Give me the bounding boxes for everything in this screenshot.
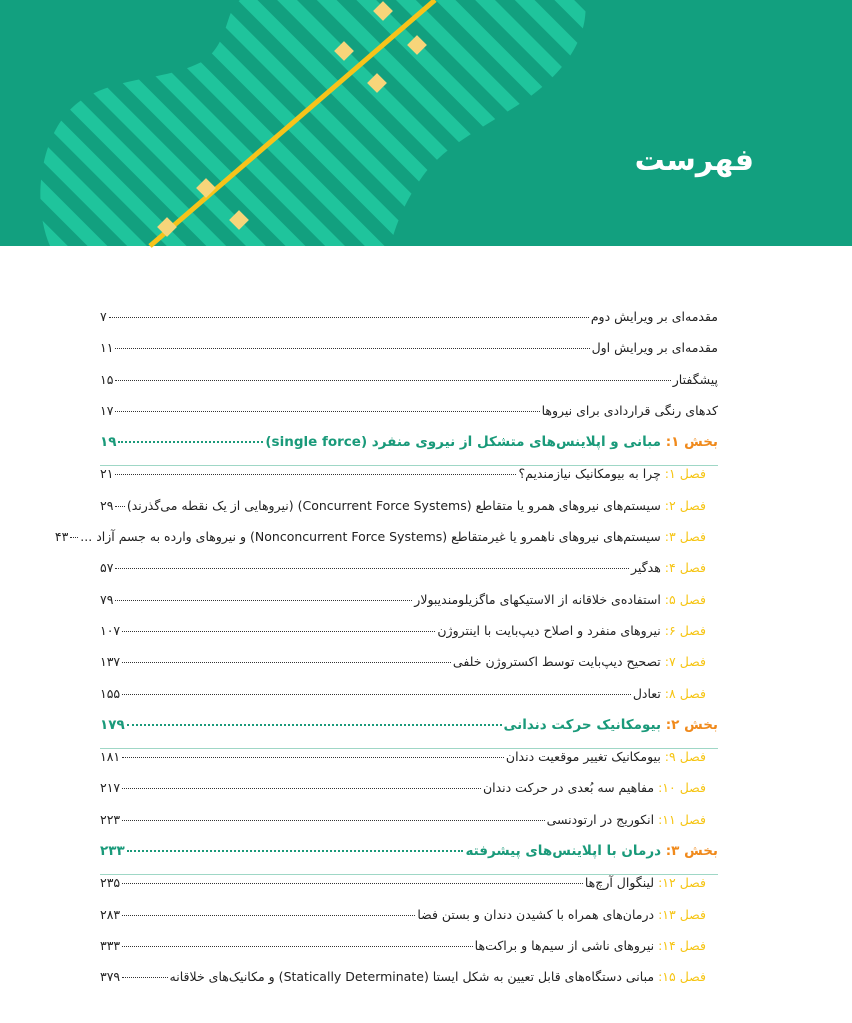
chapter-number: فصل ۸: — [664, 685, 706, 701]
entry-label: انکوریج در ارتودنسی — [546, 811, 655, 827]
toc-entry-title — [417, 907, 706, 922]
entry-label: تعادل — [632, 685, 661, 701]
page-number: ۲۲۳ — [100, 811, 121, 827]
toc-entry-title — [633, 686, 706, 701]
toc-entry-title — [673, 372, 718, 387]
entry-label: مبانی دستگاه‌های قابل تعیین به شکل ایستا (Statically Determinate) و مکانیک‌های خلاقانه — [169, 969, 655, 985]
toc-entry-title — [265, 434, 718, 450]
chapter-number: فصل ۹: — [664, 749, 706, 765]
toc-chapter-row[interactable] — [100, 780, 718, 811]
dot-leader — [109, 317, 589, 318]
toc-chapter-row[interactable] — [100, 686, 718, 717]
chapter-number: فصل ۱۲: — [658, 875, 706, 891]
entry-label: سیستم‌های نیروهای ناهمرو یا غیرمتقاطع (Nonconcurrent Force Systems) و نیروهای وارده به جسم آزاد ... — [80, 529, 661, 545]
page-number: ۴۳ — [54, 529, 69, 545]
dot-leader — [122, 694, 631, 695]
dot-leader — [118, 441, 263, 443]
page-number: ۲۳۳ — [100, 843, 125, 860]
dot-leader — [127, 850, 464, 852]
toc-entry-title — [437, 623, 706, 638]
toc-entry-title — [475, 938, 706, 953]
dot-leader — [122, 662, 451, 663]
part-number: بخش ۳: — [665, 843, 718, 860]
entry-label: مفاهیم سه بُعدی در حرکت دندان — [482, 780, 655, 796]
chapter-number: فصل ۲: — [664, 497, 706, 513]
chapter-number: فصل ۱۰: — [658, 780, 706, 796]
dot-leader — [115, 474, 516, 475]
chapter-number: فصل ۱۴: — [658, 937, 706, 953]
toc-entry-title — [631, 560, 706, 575]
dot-leader — [122, 977, 167, 978]
dot-leader — [115, 600, 412, 601]
toc-chapter-row[interactable] — [100, 907, 718, 938]
dot-leader — [115, 568, 629, 569]
toc-entry-title — [80, 529, 706, 544]
entry-label: نیروهای ناشی از سیم‌ها و براکت‌ها — [474, 937, 655, 953]
toc-chapter-row[interactable] — [100, 623, 718, 654]
entry-label: پیشگفتار — [672, 371, 718, 387]
page-number: ۷۹ — [100, 591, 114, 607]
entry-label: نیروهای منفرد و اصلاح دیپ‌بایت با اینتروژن — [437, 622, 661, 638]
entry-label: درمان‌های همراه با کشیدن دندان و بستن فضا — [417, 906, 655, 922]
page-number: ۳۳۳ — [100, 937, 121, 953]
chapter-number: فصل ۱۵: — [658, 969, 706, 985]
part-number: بخش ۱: — [665, 434, 718, 451]
toc-entry-title — [585, 875, 706, 890]
toc-entry-title — [170, 969, 706, 984]
toc-entry-title — [542, 403, 718, 418]
dot-leader — [122, 757, 504, 758]
chapter-number: فصل ۴: — [664, 560, 706, 576]
toc-chapter-row[interactable] — [100, 812, 718, 843]
toc-chapter-row[interactable] — [100, 654, 718, 685]
page-number: ۲۱ — [100, 466, 114, 482]
toc-front-row[interactable] — [100, 403, 718, 434]
toc-entry-title — [547, 812, 706, 827]
page-number: ۲۱۷ — [100, 780, 121, 796]
chapter-number: فصل ۱۱: — [658, 811, 706, 827]
page-number: ۲۳۵ — [100, 875, 121, 891]
toc-entry-title — [591, 309, 718, 324]
toc-entry-title — [453, 654, 706, 669]
page-number: ۵۷ — [100, 560, 114, 576]
chapter-number: فصل ۳: — [664, 529, 706, 545]
toc-entry-title — [518, 466, 706, 481]
banner-graphic — [0, 0, 852, 246]
toc-entry-title — [504, 717, 719, 733]
toc-chapter-row[interactable] — [100, 466, 718, 497]
toc-chapter-row[interactable] — [100, 560, 718, 591]
dot-leader — [115, 411, 539, 412]
entry-label: تصحیح دیپ‌بایت توسط اکستروژن خلفی — [452, 654, 661, 670]
page-number: ۱۷۹ — [100, 716, 125, 733]
page-number: ۱۳۷ — [100, 654, 121, 670]
entry-label: کدهای رنگی قراردادی برای نیروها — [541, 402, 718, 418]
entry-label: سیستم‌های نیروهای همرو یا متقاطع (Concurrent Force Systems) (نیروهایی از یک نقطه می‌گذرند) — [126, 497, 661, 513]
dot-leader — [70, 537, 78, 538]
entry-label: هدگیر — [631, 560, 661, 576]
toc-front-row[interactable] — [100, 372, 718, 403]
page-number: ۱۱ — [100, 340, 114, 356]
entry-label: بیومکانیک حرکت دندانی — [503, 716, 662, 733]
page-number: ۳۷۹ — [100, 969, 121, 985]
entry-label: مبانی و اپلاینس‌های متشکل از نیروی منفرد (single force) — [265, 434, 662, 451]
entry-label: لینگوال آرچ‌ها — [584, 875, 655, 891]
entry-label: چرا به بیومکانیک نیازمندیم؟ — [518, 466, 661, 482]
toc-chapter-row[interactable] — [54, 529, 718, 560]
header-banner — [0, 0, 852, 246]
toc-entry-title — [483, 780, 706, 795]
chapter-number: فصل ۱: — [664, 466, 706, 482]
dot-leader — [115, 506, 124, 507]
toc-front-row[interactable] — [100, 340, 718, 371]
page-number: ۱۵۵ — [100, 685, 121, 701]
toc-entry-title — [506, 749, 706, 764]
dot-leader — [115, 380, 670, 381]
toc-chapter-row[interactable] — [100, 592, 718, 623]
toc-entry-title — [414, 592, 706, 607]
page-number: ۱۰۷ — [100, 622, 121, 638]
entry-label: استفاده‌ی خلاقانه از الاستیکهای ماگزیلومندیبولار — [414, 591, 661, 607]
page-number: ۲۸۳ — [100, 906, 121, 922]
entry-label: بیومکانیک تغییر موقعیت دندان — [505, 749, 661, 765]
toc-entry-title — [465, 843, 718, 859]
page-number: ۷ — [100, 309, 107, 324]
page-number: ۱۹ — [100, 434, 117, 451]
entry-label: درمان با اپلاینس‌های پیشرفته — [465, 843, 662, 860]
page-number: ۱۷ — [100, 402, 114, 418]
dot-leader — [122, 915, 415, 916]
dot-leader — [122, 883, 583, 884]
page-title: فهرست — [634, 143, 754, 178]
part-number: بخش ۲: — [665, 716, 718, 733]
toc-front-row[interactable] — [100, 309, 718, 340]
table-of-contents — [54, 309, 718, 1001]
toc-part-row[interactable] — [100, 717, 718, 749]
toc-part-row[interactable] — [100, 434, 718, 466]
dot-leader — [122, 946, 473, 947]
dot-leader — [127, 724, 502, 726]
dot-leader — [115, 348, 589, 349]
chapter-number: فصل ۷: — [664, 654, 706, 670]
dot-leader — [122, 788, 481, 789]
toc-entry-title — [127, 498, 706, 513]
page-number: ۱۵ — [100, 371, 114, 387]
entry-label: مقدمه‌ای بر ویرایش دوم — [590, 309, 718, 324]
toc-entry-title — [592, 340, 718, 355]
toc-chapter-row[interactable] — [100, 938, 718, 969]
chapter-number: فصل ۱۳: — [658, 906, 706, 922]
page-number: ۱۸۱ — [100, 749, 121, 765]
toc-chapter-row[interactable] — [100, 875, 718, 906]
dot-leader — [122, 820, 544, 821]
dot-leader — [122, 631, 435, 632]
chapter-number: فصل ۶: — [664, 622, 706, 638]
toc-part-row[interactable] — [100, 843, 718, 875]
toc-chapter-row[interactable] — [100, 749, 718, 780]
page-number: ۲۹ — [100, 497, 114, 513]
chapter-number: فصل ۵: — [664, 591, 706, 607]
toc-chapter-row[interactable] — [100, 969, 718, 1000]
toc-chapter-row[interactable] — [100, 498, 718, 529]
entry-label: مقدمه‌ای بر ویرایش اول — [591, 340, 718, 356]
